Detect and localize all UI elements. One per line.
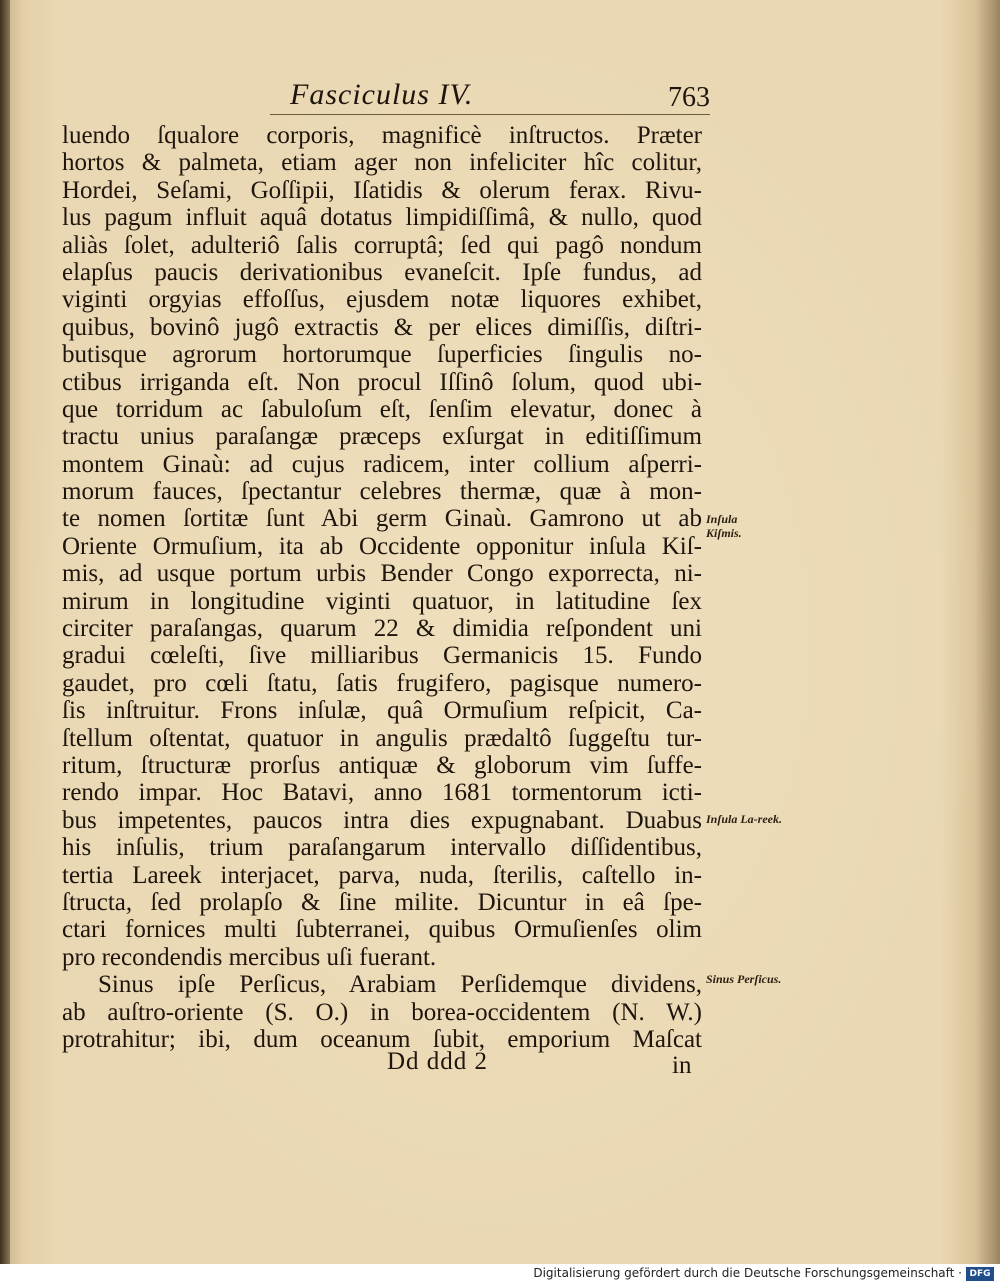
- text-line: gaudet, pro cœli ſtatu, ſatis frugifero, pagisque numero-: [62, 669, 702, 697]
- text-line: lus pagum influit aquâ dotatus limpidiſſimâ, & nullo, quod: [62, 204, 702, 232]
- binding-gutter: [0, 0, 10, 1285]
- margin-note: [706, 512, 776, 540]
- margin-note-text: Inſula Kiſmis.: [706, 512, 742, 540]
- text-line: hortos & palmeta, etiam ager non infeliciter hîc colitur,: [62, 149, 702, 177]
- text-line: quibus, bovinô jugô extractis & per elices dimiſſis, diſtri-: [62, 313, 702, 341]
- text-line: aliàs ſolet, adulteriô ſalis corruptâ; ſed qui pagô nondum: [62, 231, 702, 259]
- margin-note: [706, 972, 786, 986]
- text-line: viginti orgyias effoſſus, ejusdem notæ liquores exhibet,: [62, 286, 702, 314]
- text-line: protrahitur; ibi, dum oceanum ſubit, emporium Maſcat: [62, 1025, 702, 1053]
- text-line: ſtructa, ſed prolapſo & ſine milite. Dicuntur in eâ ſpe-: [62, 888, 702, 916]
- text-line: ſtellum oſtentat, quatuor in angulis prædaltô ſuggeſtu tur-: [62, 724, 702, 752]
- signature-mark: Dd ddd 2: [387, 1048, 489, 1075]
- page-number: 763: [668, 82, 710, 113]
- text-line: butisque agrorum hortorumque ſuperficies ſingulis no-: [62, 341, 702, 369]
- text-line: que torridum ac ſabuloſum eſt, ſenſim elevatur, donec à: [62, 395, 702, 423]
- funding-notice: Digitalisierung gefördert durch die Deutsche Forschungsgemeinschaft ·: [533, 1266, 962, 1280]
- text-line: Oriente Ormuſium, ita ab Occidente opponitur inſula Kiſ-: [62, 532, 702, 560]
- text-line: ab auſtro-oriente (S. O.) in borea-occidentem (N. W.): [62, 998, 702, 1026]
- text-line: bus impetentes, paucos intra dies expugnabant. Duabus: [62, 806, 702, 834]
- text-line: gradui cœleſti, ſive milliaribus Germanicis 15. Fundo: [62, 642, 702, 670]
- footer-bar: [0, 1264, 1000, 1285]
- head-rule: [270, 114, 710, 115]
- text-line: elapſus paucis derivationibus evaneſcit. Ipſe fundus, ad: [62, 258, 702, 286]
- body-text: [62, 122, 702, 1053]
- text-line: circiter paraſangas, quarum 22 & dimidia reſpondent uni: [62, 615, 702, 643]
- text-line: tractu unius paraſangæ præceps exſurgat in editiſſimum: [62, 423, 702, 451]
- margin-note-text: Inſula La-reek.: [706, 812, 782, 826]
- catchword: in: [672, 1052, 692, 1079]
- text-line: pro recondendis mercibus uſi fuerant.: [62, 943, 437, 971]
- text-line: ctari fornices multi ſubterranei, quibus Ormuſienſes olim: [62, 916, 702, 944]
- text-line: ritum, ſtructuræ prorſus antiquæ & globorum vim ſuffe-: [62, 751, 702, 779]
- text-line: ctibus irriganda eſt. Non procul Iſſinô ſolum, quod ubi-: [62, 368, 702, 396]
- text-line: rendo impar. Hoc Batavi, anno 1681 tormentorum icti-: [62, 779, 702, 807]
- text-line: Hordei, Seſami, Goſſipii, Iſatidis & olerum ferax. Rivu-: [62, 176, 702, 204]
- text-line: montem Ginaù: ad cujus radicem, inter collium aſperri-: [62, 450, 702, 478]
- text-line: te nomen ſortitæ ſunt Abi germ Ginaù. Gamrono ut ab: [62, 505, 702, 533]
- running-head-title: Fasciculus IV.: [290, 78, 474, 111]
- text-line: his inſulis, trium paraſangarum intervallo diſſidentibus,: [62, 834, 702, 862]
- text-line: mirum in longitudine viginti quatuor, in latitudine ſex: [62, 587, 702, 615]
- text-line: tertia Lareek interjacet, parva, nuda, ſterilis, caſtello in-: [62, 861, 702, 889]
- text-line: luendo ſqualore corporis, magnificè inſtructos. Præter: [62, 122, 702, 149]
- margin-note-text: Sinus Perſicus.: [706, 972, 782, 986]
- text-line: Sinus ipſe Perſicus, Arabiam Perſidemque dividens,: [98, 971, 702, 999]
- text-line: ſis inſtruitur. Frons inſulæ, quâ Ormuſium reſpicit, Ca-: [62, 697, 702, 725]
- text-line: morum fauces, ſpectantur celebres thermæ, quæ à mon-: [62, 478, 702, 506]
- running-head: [270, 78, 710, 118]
- text-line: mis, ad usque portum urbis Bender Congo exporrecta, ni-: [62, 560, 702, 588]
- dfg-logo-icon: DFG: [966, 1267, 994, 1281]
- margin-note: [706, 812, 786, 826]
